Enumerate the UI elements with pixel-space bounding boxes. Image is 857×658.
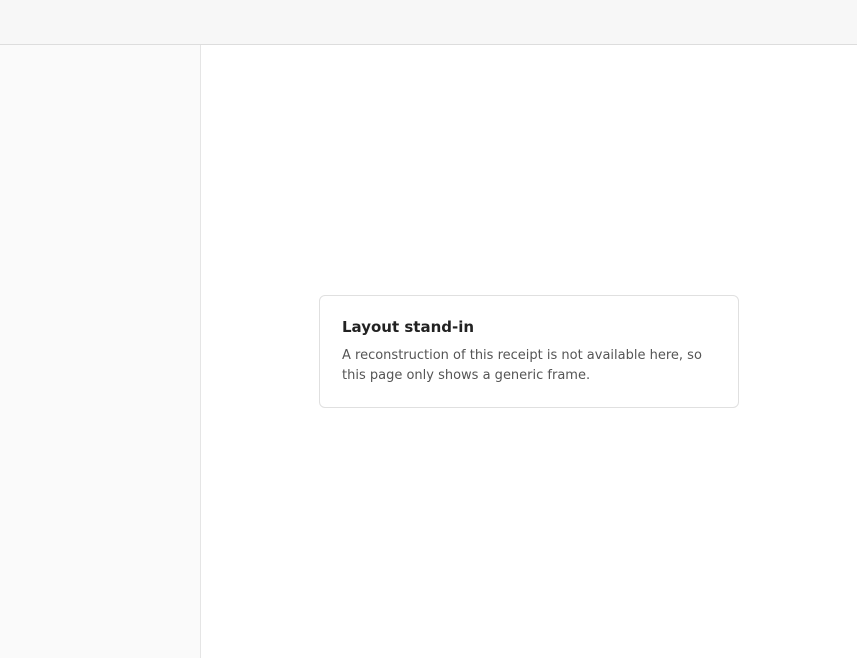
- notice-heading: Layout stand-in: [342, 318, 475, 336]
- side-panel: [0, 45, 201, 658]
- top-bar: [0, 0, 857, 45]
- main-panel: [201, 45, 857, 658]
- notice-card: [319, 295, 739, 408]
- notice-body: A reconstruction of this receipt is not available here, so this page only shows a generic frame.: [342, 348, 702, 383]
- content-area: [0, 45, 857, 658]
